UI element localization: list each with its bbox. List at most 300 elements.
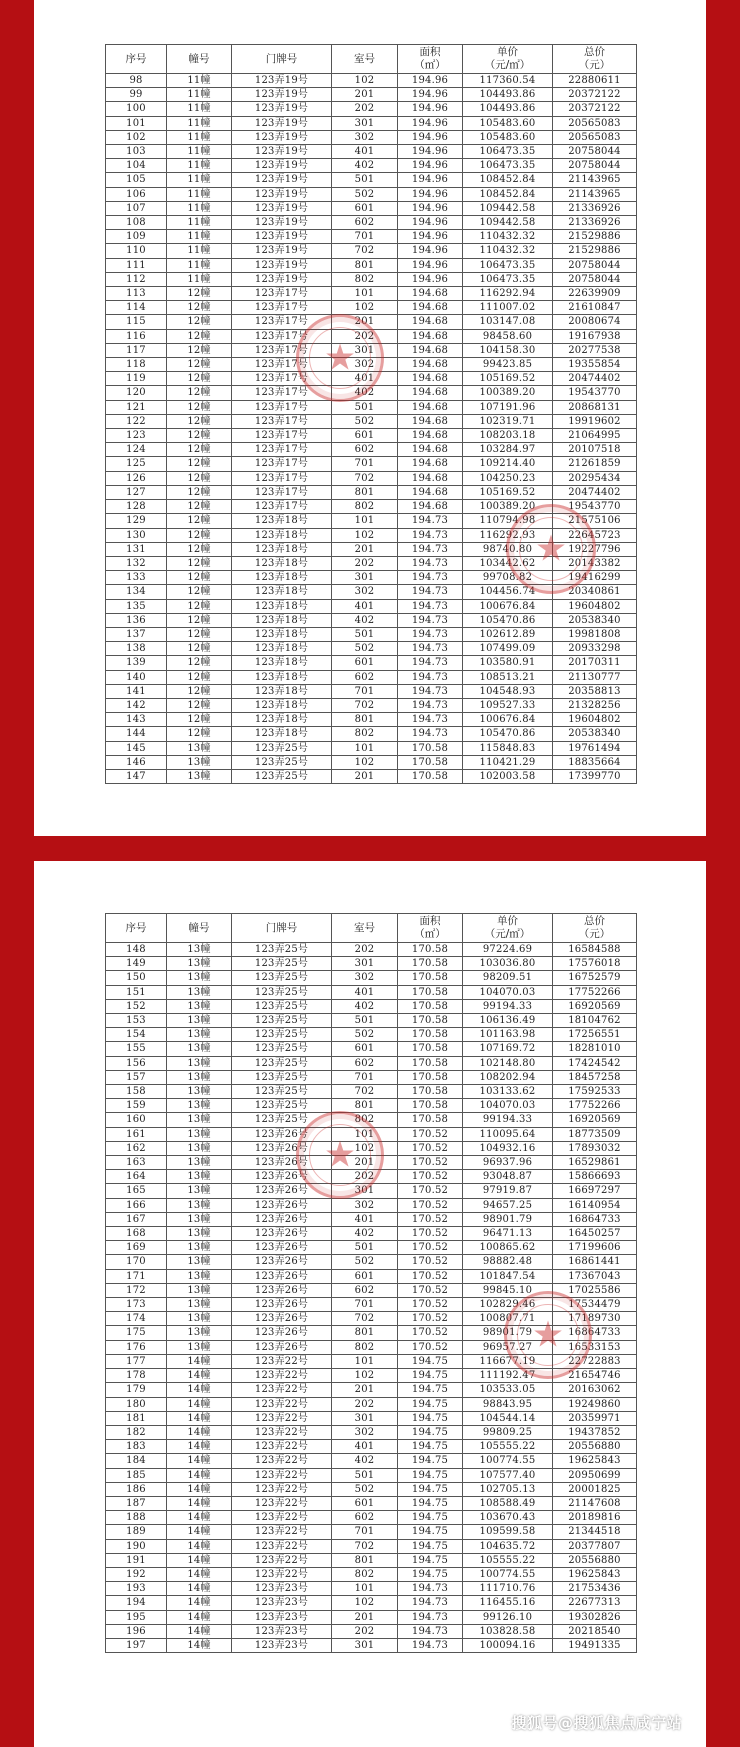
table-row <box>106 258 637 272</box>
cell-total-price: 19249860 <box>553 1397 637 1411</box>
cell-room: 301 <box>332 571 398 585</box>
cell-area: 194.75 <box>398 1383 463 1397</box>
cell-unit-price: 105470.86 <box>463 613 553 627</box>
cell-room: 401 <box>332 372 398 386</box>
cell-building: 11幢 <box>167 216 232 230</box>
table-row <box>106 1425 637 1439</box>
cell-address: 123弄22号 <box>232 1454 332 1468</box>
cell-building: 13幢 <box>167 999 232 1013</box>
table-row <box>106 698 637 712</box>
cell-unit-price: 98901.79 <box>463 1326 553 1340</box>
cell-room: 301 <box>332 116 398 130</box>
cell-room: 202 <box>332 1624 398 1638</box>
cell-index: 197 <box>106 1638 167 1652</box>
cell-building: 12幢 <box>167 485 232 499</box>
cell-area: 194.75 <box>398 1411 463 1425</box>
table-row <box>106 999 637 1013</box>
table-row <box>106 1468 637 1482</box>
cell-building: 11幢 <box>167 159 232 173</box>
cell-address: 123弄19号 <box>232 74 332 88</box>
cell-unit-price: 105169.52 <box>463 372 553 386</box>
cell-total-price: 18835664 <box>553 755 637 769</box>
cell-building: 13幢 <box>167 741 232 755</box>
cell-index: 161 <box>106 1127 167 1141</box>
cell-address: 123弄26号 <box>232 1326 332 1340</box>
cell-building: 12幢 <box>167 713 232 727</box>
cell-area: 194.96 <box>398 230 463 244</box>
cell-address: 123弄17号 <box>232 471 332 485</box>
cell-index: 132 <box>106 556 167 570</box>
cell-room: 801 <box>332 485 398 499</box>
cell-address: 123弄18号 <box>232 670 332 684</box>
cell-total-price: 22880611 <box>553 74 637 88</box>
cell-address: 123弄17号 <box>232 301 332 315</box>
cell-room: 301 <box>332 1638 398 1652</box>
cell-unit-price: 103133.62 <box>463 1085 553 1099</box>
cell-total-price: 17189730 <box>553 1312 637 1326</box>
cell-unit-price: 104070.03 <box>463 985 553 999</box>
cell-area: 194.75 <box>398 1482 463 1496</box>
cell-room: 502 <box>332 414 398 428</box>
cell-room: 201 <box>332 1383 398 1397</box>
cell-unit-price: 102148.80 <box>463 1056 553 1070</box>
cell-index: 160 <box>106 1113 167 1127</box>
cell-unit-price: 104250.23 <box>463 471 553 485</box>
cell-index: 185 <box>106 1468 167 1482</box>
cell-building: 12幢 <box>167 514 232 528</box>
table-row <box>106 1610 637 1624</box>
cell-building: 12幢 <box>167 329 232 343</box>
table-row <box>106 1085 637 1099</box>
header-line: （㎡） <box>414 59 446 71</box>
cell-room: 401 <box>332 1440 398 1454</box>
cell-building: 12幢 <box>167 627 232 641</box>
cell-address: 123弄17号 <box>232 400 332 414</box>
cell-area: 194.96 <box>398 145 463 159</box>
cell-building: 14幢 <box>167 1454 232 1468</box>
cell-index: 117 <box>106 343 167 357</box>
cell-area: 194.68 <box>398 358 463 372</box>
cell-address: 123弄26号 <box>232 1283 332 1297</box>
cell-building: 12幢 <box>167 698 232 712</box>
cell-building: 14幢 <box>167 1624 232 1638</box>
cell-unit-price: 109527.33 <box>463 698 553 712</box>
cell-building: 14幢 <box>167 1610 232 1624</box>
cell-area: 194.68 <box>398 343 463 357</box>
cell-address: 123弄25号 <box>232 1070 332 1084</box>
cell-index: 188 <box>106 1511 167 1525</box>
cell-area: 170.52 <box>398 1241 463 1255</box>
cell-room: 702 <box>332 471 398 485</box>
cell-unit-price: 104070.03 <box>463 1099 553 1113</box>
cell-unit-price: 100094.16 <box>463 1638 553 1652</box>
cell-unit-price: 98882.48 <box>463 1255 553 1269</box>
cell-address: 123弄19号 <box>232 145 332 159</box>
cell-room: 601 <box>332 1269 398 1283</box>
cell-total-price: 20538340 <box>553 613 637 627</box>
cell-address: 123弄25号 <box>232 985 332 999</box>
cell-area: 194.73 <box>398 585 463 599</box>
cell-unit-price: 103284.97 <box>463 443 553 457</box>
cell-address: 123弄26号 <box>232 1241 332 1255</box>
cell-unit-price: 99845.10 <box>463 1283 553 1297</box>
cell-building: 13幢 <box>167 1227 232 1241</box>
cell-total-price: 20359971 <box>553 1411 637 1425</box>
cell-room: 601 <box>332 429 398 443</box>
cell-index: 102 <box>106 130 167 144</box>
header-line: （元） <box>578 59 611 71</box>
cell-total-price: 16140954 <box>553 1198 637 1212</box>
cell-room: 702 <box>332 698 398 712</box>
cell-unit-price: 100774.55 <box>463 1567 553 1581</box>
table-row <box>106 1170 637 1184</box>
cell-total-price: 19302826 <box>553 1610 637 1624</box>
document-page-2 <box>34 861 706 1747</box>
cell-total-price: 20565083 <box>553 130 637 144</box>
cell-total-price: 21130777 <box>553 670 637 684</box>
cell-building: 12幢 <box>167 457 232 471</box>
cell-index: 171 <box>106 1269 167 1283</box>
cell-area: 170.52 <box>398 1255 463 1269</box>
cell-area: 194.68 <box>398 386 463 400</box>
cell-area: 170.58 <box>398 1056 463 1070</box>
cell-index: 162 <box>106 1141 167 1155</box>
official-seal-stamp: ★ <box>296 1111 384 1199</box>
cell-index: 116 <box>106 329 167 343</box>
cell-unit-price: 103533.05 <box>463 1383 553 1397</box>
cell-total-price: 20868131 <box>553 400 637 414</box>
cell-index: 180 <box>106 1397 167 1411</box>
cell-address: 123弄19号 <box>232 88 332 102</box>
cell-unit-price: 103580.91 <box>463 656 553 670</box>
cell-area: 194.73 <box>398 727 463 741</box>
cell-unit-price: 108202.94 <box>463 1070 553 1084</box>
price-table-1 <box>105 44 637 784</box>
cell-area: 194.75 <box>398 1454 463 1468</box>
cell-room: 102 <box>332 1596 398 1610</box>
cell-building: 12幢 <box>167 542 232 556</box>
price-table-1-wrapper <box>105 44 636 784</box>
cell-unit-price: 105555.22 <box>463 1553 553 1567</box>
cell-unit-price: 99708.82 <box>463 571 553 585</box>
cell-area: 194.73 <box>398 571 463 585</box>
cell-unit-price: 99809.25 <box>463 1425 553 1439</box>
cell-total-price: 20474402 <box>553 485 637 499</box>
table-row <box>106 943 637 957</box>
cell-address: 123弄19号 <box>232 130 332 144</box>
cell-unit-price: 104158.30 <box>463 343 553 357</box>
cell-room: 202 <box>332 556 398 570</box>
cell-index: 127 <box>106 485 167 499</box>
table-row <box>106 1326 637 1340</box>
cell-index: 159 <box>106 1099 167 1113</box>
cell-address: 123弄18号 <box>232 727 332 741</box>
cell-index: 108 <box>106 216 167 230</box>
table-row <box>106 301 637 315</box>
cell-index: 189 <box>106 1525 167 1539</box>
cell-address: 123弄18号 <box>232 571 332 585</box>
cell-address: 123弄26号 <box>232 1212 332 1226</box>
table-body-2 <box>106 943 637 1653</box>
cell-total-price: 20538340 <box>553 727 637 741</box>
cell-area: 170.52 <box>398 1326 463 1340</box>
header-unit-price <box>463 45 553 74</box>
cell-room: 501 <box>332 627 398 641</box>
cell-total-price: 16450257 <box>553 1227 637 1241</box>
cell-index: 183 <box>106 1440 167 1454</box>
cell-address: 123弄18号 <box>232 585 332 599</box>
cell-area: 194.96 <box>398 130 463 144</box>
cell-index: 98 <box>106 74 167 88</box>
table-row <box>106 642 637 656</box>
cell-area: 194.73 <box>398 698 463 712</box>
cell-index: 118 <box>106 358 167 372</box>
cell-total-price: 20001825 <box>553 1482 637 1496</box>
cell-total-price: 20565083 <box>553 116 637 130</box>
cell-total-price: 19625843 <box>553 1454 637 1468</box>
price-table-2 <box>105 913 637 1653</box>
cell-address: 123弄25号 <box>232 999 332 1013</box>
cell-index: 137 <box>106 627 167 641</box>
cell-area: 194.68 <box>398 287 463 301</box>
cell-area: 170.58 <box>398 1085 463 1099</box>
cell-unit-price: 108588.49 <box>463 1496 553 1510</box>
cell-unit-price: 110432.32 <box>463 244 553 258</box>
cell-address: 123弄19号 <box>232 230 332 244</box>
cell-total-price: 20758044 <box>553 145 637 159</box>
cell-area: 170.58 <box>398 985 463 999</box>
cell-index: 124 <box>106 443 167 457</box>
cell-building: 12幢 <box>167 287 232 301</box>
cell-unit-price: 102829.46 <box>463 1298 553 1312</box>
cell-index: 101 <box>106 116 167 130</box>
cell-building: 13幢 <box>167 769 232 783</box>
cell-total-price: 18773509 <box>553 1127 637 1141</box>
cell-total-price: 20163062 <box>553 1383 637 1397</box>
cell-address: 123弄17号 <box>232 485 332 499</box>
cell-index: 196 <box>106 1624 167 1638</box>
cell-unit-price: 103147.08 <box>463 315 553 329</box>
cell-unit-price: 99126.10 <box>463 1610 553 1624</box>
cell-room: 102 <box>332 1369 398 1383</box>
table-row <box>106 1014 637 1028</box>
table-row <box>106 599 637 613</box>
cell-unit-price: 104548.93 <box>463 684 553 698</box>
cell-unit-price: 105555.22 <box>463 1440 553 1454</box>
cell-room: 401 <box>332 1212 398 1226</box>
table-row <box>106 414 637 428</box>
table-row <box>106 400 637 414</box>
table-row <box>106 528 637 542</box>
cell-total-price: 17752266 <box>553 985 637 999</box>
cell-room: 402 <box>332 386 398 400</box>
cell-address: 123弄25号 <box>232 1113 332 1127</box>
cell-area: 194.75 <box>398 1525 463 1539</box>
cell-index: 156 <box>106 1056 167 1070</box>
cell-total-price: 16533153 <box>553 1340 637 1354</box>
cell-area: 170.52 <box>398 1298 463 1312</box>
watermark-text: 搜狐号@搜狐焦点咸宁站 <box>511 1714 682 1732</box>
cell-unit-price: 103670.43 <box>463 1511 553 1525</box>
cell-room: 702 <box>332 1539 398 1553</box>
cell-address: 123弄17号 <box>232 443 332 457</box>
cell-address: 123弄25号 <box>232 1028 332 1042</box>
cell-building: 14幢 <box>167 1496 232 1510</box>
cell-unit-price: 100389.20 <box>463 386 553 400</box>
cell-total-price: 18104762 <box>553 1014 637 1028</box>
table-row <box>106 755 637 769</box>
cell-room: 701 <box>332 457 398 471</box>
cell-building: 13幢 <box>167 1085 232 1099</box>
cell-room: 302 <box>332 1198 398 1212</box>
cell-total-price: 20170311 <box>553 656 637 670</box>
cell-area: 170.52 <box>398 1127 463 1141</box>
cell-index: 163 <box>106 1156 167 1170</box>
cell-unit-price: 102612.89 <box>463 627 553 641</box>
cell-total-price: 21529886 <box>553 244 637 258</box>
cell-building: 11幢 <box>167 230 232 244</box>
table-row <box>106 727 637 741</box>
cell-index: 164 <box>106 1170 167 1184</box>
cell-building: 12幢 <box>167 556 232 570</box>
cell-address: 123弄17号 <box>232 457 332 471</box>
cell-building: 14幢 <box>167 1425 232 1439</box>
table-row <box>106 971 637 985</box>
cell-area: 194.75 <box>398 1354 463 1368</box>
cell-area: 194.73 <box>398 1610 463 1624</box>
cell-building: 14幢 <box>167 1525 232 1539</box>
cell-total-price: 16864733 <box>553 1326 637 1340</box>
cell-unit-price: 116292.94 <box>463 287 553 301</box>
cell-room: 101 <box>332 1354 398 1368</box>
cell-area: 194.68 <box>398 372 463 386</box>
cell-address: 123弄25号 <box>232 957 332 971</box>
cell-room: 402 <box>332 613 398 627</box>
cell-room: 702 <box>332 1312 398 1326</box>
cell-room: 201 <box>332 542 398 556</box>
cell-unit-price: 98901.79 <box>463 1212 553 1226</box>
cell-building: 12幢 <box>167 500 232 514</box>
cell-building: 13幢 <box>167 1028 232 1042</box>
cell-unit-price: 104456.74 <box>463 585 553 599</box>
cell-area: 170.58 <box>398 943 463 957</box>
cell-unit-price: 101163.98 <box>463 1028 553 1042</box>
table-row <box>106 1567 637 1581</box>
cell-total-price: 20295434 <box>553 471 637 485</box>
table-body-1 <box>106 74 637 784</box>
cell-address: 123弄26号 <box>232 1227 332 1241</box>
cell-address: 123弄25号 <box>232 1085 332 1099</box>
cell-area: 170.58 <box>398 755 463 769</box>
table-row <box>106 684 637 698</box>
table-row <box>106 957 637 971</box>
cell-unit-price: 98209.51 <box>463 971 553 985</box>
cell-room: 602 <box>332 1511 398 1525</box>
cell-address: 123弄18号 <box>232 684 332 698</box>
cell-building: 11幢 <box>167 173 232 187</box>
cell-building: 13幢 <box>167 1269 232 1283</box>
cell-room: 401 <box>332 985 398 999</box>
cell-building: 13幢 <box>167 957 232 971</box>
cell-area: 170.52 <box>398 1184 463 1198</box>
cell-index: 178 <box>106 1369 167 1383</box>
cell-index: 123 <box>106 429 167 443</box>
cell-unit-price: 106473.35 <box>463 145 553 159</box>
cell-unit-price: 105483.60 <box>463 130 553 144</box>
cell-area: 194.68 <box>398 443 463 457</box>
cell-address: 123弄19号 <box>232 272 332 286</box>
table-row <box>106 1241 637 1255</box>
cell-total-price: 19543770 <box>553 386 637 400</box>
cell-total-price: 17576018 <box>553 957 637 971</box>
cell-total-price: 19761494 <box>553 741 637 755</box>
header-room: 室号 <box>332 914 398 943</box>
header-total-price <box>553 45 637 74</box>
cell-room: 502 <box>332 1028 398 1042</box>
cell-total-price: 16864733 <box>553 1212 637 1226</box>
cell-total-price: 16752579 <box>553 971 637 985</box>
cell-address: 123弄26号 <box>232 1170 332 1184</box>
cell-building: 13幢 <box>167 1127 232 1141</box>
cell-unit-price: 99194.33 <box>463 1113 553 1127</box>
cell-index: 131 <box>106 542 167 556</box>
cell-index: 103 <box>106 145 167 159</box>
cell-total-price: 21147608 <box>553 1496 637 1510</box>
cell-building: 11幢 <box>167 88 232 102</box>
table-row <box>106 1298 637 1312</box>
cell-index: 193 <box>106 1582 167 1596</box>
cell-index: 190 <box>106 1539 167 1553</box>
cell-building: 14幢 <box>167 1539 232 1553</box>
cell-address: 123弄22号 <box>232 1482 332 1496</box>
cell-total-price: 20143382 <box>553 556 637 570</box>
official-seal-stamp: ★ <box>296 314 384 402</box>
table-row <box>106 471 637 485</box>
cell-address: 123弄22号 <box>232 1440 332 1454</box>
cell-total-price: 19491335 <box>553 1638 637 1652</box>
cell-address: 123弄22号 <box>232 1567 332 1581</box>
header-line: 单价 <box>497 46 518 58</box>
cell-address: 123弄23号 <box>232 1582 332 1596</box>
cell-building: 13幢 <box>167 1056 232 1070</box>
cell-unit-price: 100774.55 <box>463 1454 553 1468</box>
cell-area: 170.58 <box>398 971 463 985</box>
cell-unit-price: 98458.60 <box>463 329 553 343</box>
cell-room: 502 <box>332 1255 398 1269</box>
cell-area: 170.52 <box>398 1170 463 1184</box>
cell-index: 141 <box>106 684 167 698</box>
table-row <box>106 1383 637 1397</box>
cell-unit-price: 104544.14 <box>463 1411 553 1425</box>
table-row <box>106 485 637 499</box>
cell-unit-price: 100676.84 <box>463 713 553 727</box>
cell-building: 14幢 <box>167 1369 232 1383</box>
cell-total-price: 19543770 <box>553 500 637 514</box>
table-row <box>106 102 637 116</box>
cell-room: 102 <box>332 301 398 315</box>
cell-room: 402 <box>332 1454 398 1468</box>
cell-room: 301 <box>332 957 398 971</box>
table-row <box>106 173 637 187</box>
cell-unit-price: 116292.93 <box>463 528 553 542</box>
cell-index: 146 <box>106 755 167 769</box>
cell-unit-price: 99194.33 <box>463 999 553 1013</box>
cell-index: 176 <box>106 1340 167 1354</box>
cell-building: 11幢 <box>167 187 232 201</box>
cell-building: 14幢 <box>167 1553 232 1567</box>
cell-index: 182 <box>106 1425 167 1439</box>
cell-area: 194.96 <box>398 88 463 102</box>
